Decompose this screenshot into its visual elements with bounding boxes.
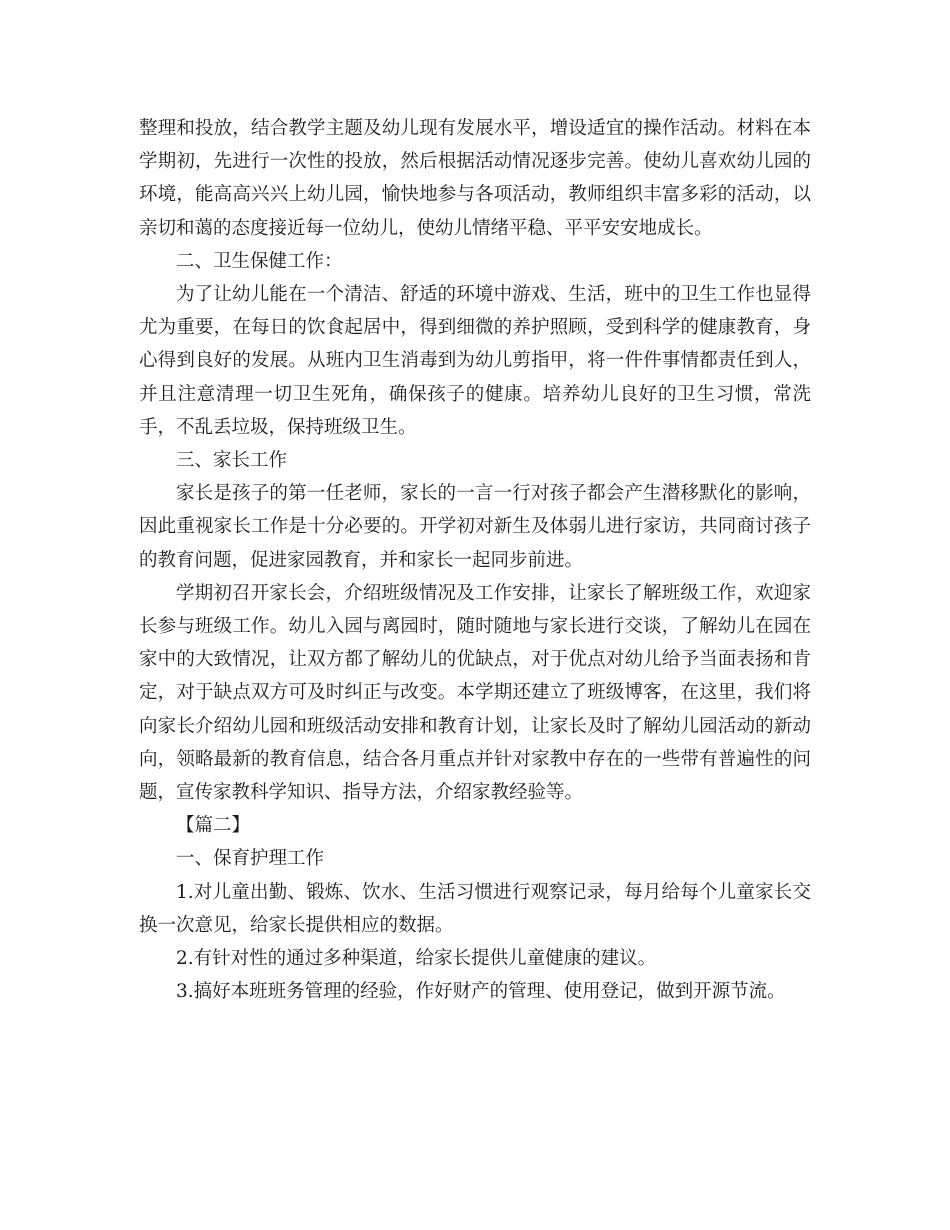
part-heading-part-two: 【篇二】 — [176, 815, 251, 837]
paragraph-parents-first-teacher: 家长是孩子的第一任老师，家长的一言一行对孩子都会产生潜移默化的影响，因此重视家长工作是十分必要的。开学初对新生及体弱儿进行家访，共同商讨孩子的教育问题，促进家园教育，并和家长一起同步前进。 — [139, 483, 811, 571]
document-body — [139, 112, 811, 1008]
paragraph-hygiene-work: 为了让幼儿能在一个清洁、舒适的环境中游戏、生活，班中的卫生工作也显得尤为重要，在每日的饮食起居中，得到细微的养护照顾，受到科学的健康教育，身心得到良好的发展。从班内卫生消毒到为幼儿剪指甲，将一件件事情都责任到人，并且注意清理一切卫生死角，确保孩子的健康。培养幼儿良好的卫生习惯，常洗手，不乱丢垃圾，保持班级卫生。 — [139, 284, 811, 438]
list-item-1: 1.对儿童出勤、锻炼、饮水、生活习惯进行观察记录，每月给每个儿童家长交换一次意见，给家长提供相应的数据。 — [139, 881, 811, 936]
section-heading-parent-work: 三、家长工作 — [176, 450, 288, 472]
list-item-3: 3.搞好本班班务管理的经验，作好财产的管理、使用登记，做到开源节流。 — [176, 981, 786, 1003]
section-heading-health-care: 二、卫生保健工作： — [176, 250, 343, 272]
section-heading-nursing-care: 一、保育护理工作 — [176, 848, 325, 870]
list-item-2: 2.有针对性的通过多种渠道，给家长提供儿童健康的建议。 — [176, 948, 657, 970]
paragraph-parent-meeting: 学期初召开家长会，介绍班级情况及工作安排，让家长了解班级工作，欢迎家长参与班级工作。幼儿入园与离园时，随时随地与家长进行交谈，了解幼儿在园在家中的大致情况，让双方都了解幼儿的优缺点，对于优点对幼儿给予当面表扬和肯定，对于缺点双方可及时纠正与改变。本学期还建立了班级博客，在这里，我们将向家长介绍幼儿园和班级活动安排和教育计划，让家长及时了解幼儿园活动的新动向，领略最新的教育信息，结合各月重点并针对家教中存在的一些带有普遍性的问题，宣传家教科学知识、指导方法，介绍家教经验等。 — [139, 582, 811, 804]
paragraph-materials-environment: 整理和投放，结合教学主题及幼儿现有发展水平，增设适宜的操作活动。材料在本学期初，先进行一次性的投放，然后根据活动情况逐步完善。使幼儿喜欢幼儿园的环境，能高高兴兴上幼儿园，愉快地参与各项活动，教师组织丰富多彩的活动，以亲切和蔼的态度接近每一位幼儿，使幼儿情绪平稳、平平安安地成长。 — [139, 118, 811, 239]
